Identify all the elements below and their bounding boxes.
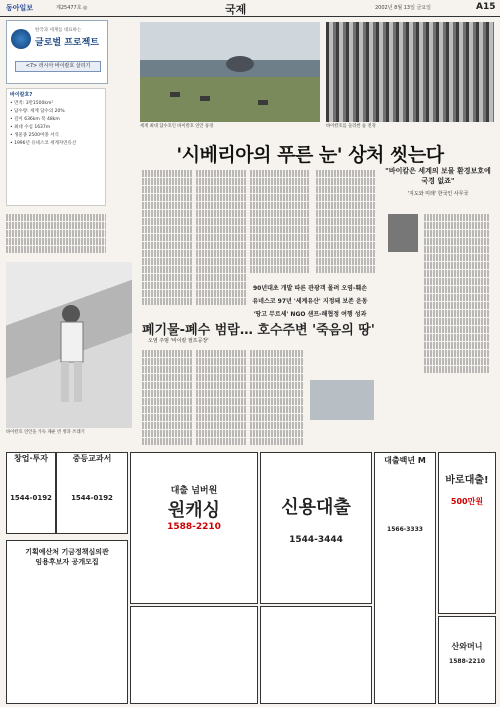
article-column: [196, 170, 246, 310]
sidebar-text: [424, 214, 490, 454]
fact-item: • 담수량: 세계 담수의 20%: [10, 109, 65, 114]
ad-quick-loan[interactable]: [438, 452, 496, 614]
secondary-headline: 폐기물-폐수 범람… 호수주변 '죽음의 땅': [142, 323, 375, 338]
ad-title: 신용대출: [281, 497, 351, 518]
fact-box: [6, 88, 106, 206]
series-box: [6, 20, 108, 84]
article-column: [250, 350, 304, 450]
issue-date: 2002년 8월 13일 금요일: [375, 5, 432, 11]
ad-loan-100[interactable]: [374, 452, 436, 704]
photo-caption: 바이칼호 연안을 가득 채운 빈 병과 쓰레기: [6, 430, 85, 435]
photo-caption: 세계 최대 담수호인 바이칼호 연안 풍경: [140, 124, 214, 129]
section-title: 국제: [225, 3, 247, 16]
article-column: [196, 350, 246, 450]
globe-icon: [11, 29, 31, 49]
ad-phone: 1544-3444: [289, 535, 343, 545]
sub-headline: 90년대초 개발 따른 관광객 몰려 오염-훼손: [252, 285, 368, 292]
lake-photo-art: [140, 22, 320, 122]
ad-government-notice[interactable]: [6, 540, 128, 704]
series-label: <7> 러시아 바이칼호 살리기: [15, 61, 101, 72]
sidebar-title: "바이칼은 세계의 보물 환경보호에 국경 없죠": [385, 167, 491, 185]
fact-item: • 최대 수심 1637m: [10, 125, 51, 130]
portrait-photo: [388, 214, 418, 252]
ad-sanwa[interactable]: [438, 616, 496, 704]
ad-startup[interactable]: [6, 452, 56, 534]
page-header: [0, 0, 500, 17]
ad-phone: 1588-2210: [449, 658, 485, 665]
ad-title: 중등교과서: [72, 454, 112, 463]
ad-one-cashing[interactable]: [130, 452, 258, 604]
issue-number: 제25477호 ◎: [56, 5, 88, 11]
lead-text: [6, 214, 106, 254]
beach-photo: [6, 262, 132, 428]
fact-item: • 면적: 3만1500km²: [10, 101, 54, 106]
building-photo: [310, 380, 374, 420]
article-column: [250, 170, 310, 278]
ad-title: 대출백년 M: [384, 456, 426, 465]
interview-sidebar: [382, 166, 494, 462]
ad-title: 대출 넘버원: [170, 486, 218, 496]
forest-photo: [326, 22, 494, 122]
series-title: 글로벌 프로젝트: [35, 38, 99, 48]
newspaper-name: 동아일보: [6, 4, 34, 12]
article-column: [142, 170, 192, 310]
page-number: A15: [476, 2, 496, 12]
photo-caption: 바이칼호를 둘러싼 숲 전경: [326, 124, 376, 129]
sub-headline: '땅고 무르세' NGO 샌프-해협정 여행 성과: [253, 311, 367, 318]
beach-photo-art: [6, 262, 132, 428]
secondary-kicker: 오염 주범 '바이칼 펄프공장': [148, 338, 209, 344]
lake-photo: [140, 22, 320, 122]
ad-credit-loan[interactable]: [260, 452, 372, 604]
ad-phone: 1544-0192: [71, 494, 113, 502]
article-column: [316, 170, 376, 278]
sidebar-subtitle: '지도와 미래' 한국인 사무국: [407, 191, 469, 197]
ad-title: 바로대출!: [445, 475, 489, 486]
ad-lower-left[interactable]: [130, 606, 258, 704]
ad-subtitle: 임용후보자 공개모집: [35, 558, 99, 566]
series-kicker: 한국과 세계를 대표하는: [35, 28, 82, 33]
fact-box-title: 바이칼호?: [10, 92, 33, 98]
ad-title: 기획예산처 기금정책심의관: [25, 548, 109, 556]
ad-textbook[interactable]: [56, 452, 128, 534]
main-headline: '시베리아의 푸른 눈' 상처 씻는다: [176, 144, 444, 166]
ad-amount: 500만원: [450, 497, 484, 506]
ad-phone: 1588-2210: [167, 522, 221, 532]
sub-headline: 유네스코 97년 '세계유산' 지정돼 보존 운동: [252, 298, 368, 305]
fact-item: • 생물종 2500여종 서식: [10, 133, 59, 138]
sub-headlines: [250, 282, 370, 321]
ad-phone: 1566-3333: [387, 526, 423, 533]
fact-item: • 길이 636km 폭 48km: [10, 117, 60, 122]
article-column: [142, 350, 192, 450]
ad-title: 창업·투자: [14, 454, 48, 463]
fact-item: • 1996년 유네스코 세계자연유산: [10, 141, 77, 146]
ad-brand: 원캐싱: [167, 500, 221, 521]
ad-lower-mid[interactable]: [260, 606, 372, 704]
ad-phone: 1544-0192: [10, 494, 52, 502]
ad-title: 산와머니: [451, 642, 483, 651]
